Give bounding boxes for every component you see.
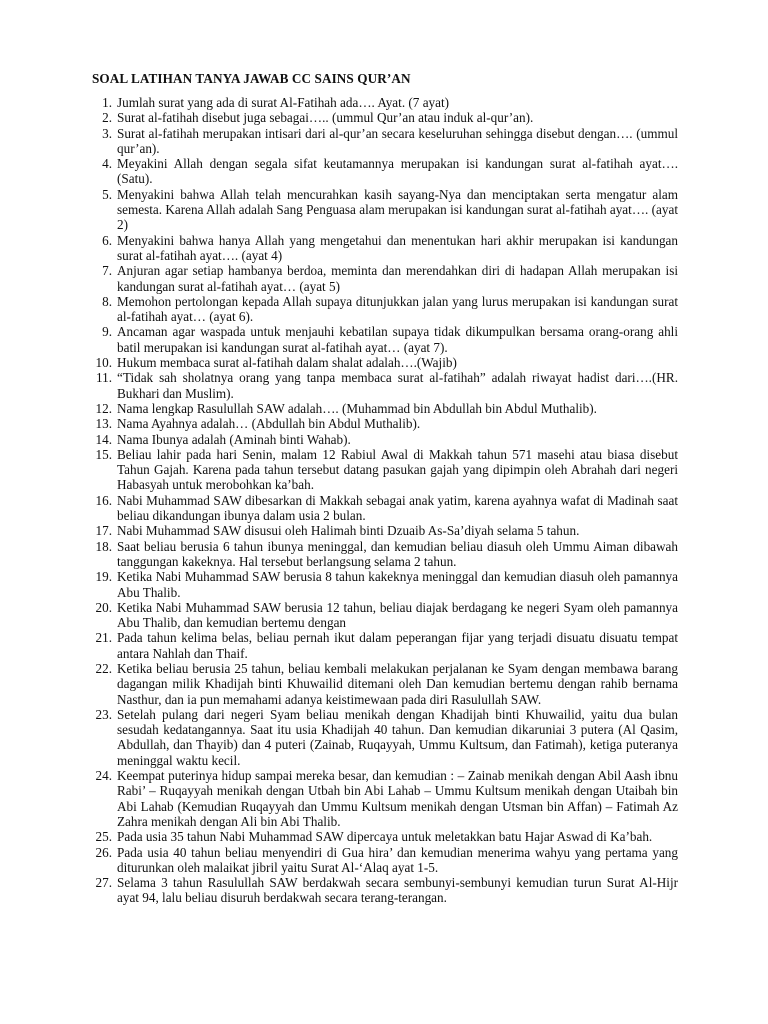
document-title: SOAL LATIHAN TANYA JAWAB CC SAINS QUR’AN (92, 71, 411, 86)
list-item (92, 401, 678, 416)
list-item (92, 432, 678, 447)
list-item (92, 416, 678, 431)
item-number: 13. (95, 416, 112, 432)
list-item (92, 95, 678, 110)
item-number: 21. (95, 630, 112, 646)
list-item (92, 126, 678, 157)
list-item (92, 829, 678, 844)
item-number: 6. (102, 232, 112, 248)
item-text: Keempat puterinya hidup sampai mereka besar, dan kemudian : – Zainab menikah dengan Abil Aash ibnu Rabi’ – Ruqayyah menikah dengan Utbah bin Abi Lahab – Ummu Kultsum menikah dengan Utaibah bin Abi Lahab (Kemudian Ruqayyah dan Ummu Kultsum menikah dengan Utsman bin Affan) – Fatimah Az Zahra menikah dengan Ali bin Abi Thalib. (117, 768, 678, 829)
item-number: 2. (102, 110, 112, 126)
item-text: Saat beliau berusia 6 tahun ibunya meninggal, dan kemudian beliau diasuh oleh Ummu Aiman dibawah tanggungan kakeknya. Hal tersebut berlangsung selama 2 tahun. (117, 538, 678, 569)
list-item (92, 110, 678, 125)
list-item (92, 707, 678, 768)
item-number: 16. (95, 492, 112, 508)
item-number: 20. (95, 599, 112, 615)
item-text: Memohon pertolongan kepada Allah supaya ditunjukkan jalan yang lurus merupakan isi kandungan surat al-fatihah ayat… (ayat 6). (117, 293, 678, 325)
question-list (92, 95, 678, 906)
item-number: 12. (95, 400, 112, 416)
list-item (92, 630, 678, 661)
list-item (92, 875, 678, 906)
item-number: 24. (95, 768, 112, 784)
list-item (92, 324, 678, 355)
list-item (92, 523, 678, 538)
item-text: Nama Ibunya adalah (Aminah binti Wahab). (117, 431, 351, 447)
item-text: Selama 3 tahun Rasulullah SAW berdakwah secara sembunyi-sembunyi kemudian turun Surat Al-Hijr ayat 94, lalu beliau disuruh berdakwah secara terang-terangan. (117, 875, 678, 906)
item-number: 7. (102, 263, 112, 279)
item-number: 11. (96, 370, 112, 386)
item-number: 8. (102, 293, 112, 309)
list-item (92, 600, 678, 631)
item-text: Menyakini bahwa Allah telah mencurahkan kasih sayang-Nya dan menciptakan serta mengatur alam semesta. Karena Allah adalah Sang Penguasa alam merupakan isi kandungan surat al-fatihah ayat…. (ayat 2) (117, 186, 678, 233)
item-number: 22. (95, 660, 112, 676)
list-item (92, 845, 678, 876)
item-text: Pada tahun kelima belas, beliau pernah ikut dalam peperangan fijar yang terjadi disuatu disuatu tempat antara Nahlah dan Thaif. (117, 630, 678, 661)
list-item (92, 156, 678, 187)
list-item (92, 493, 678, 524)
item-text: Setelah pulang dari negeri Syam beliau menikah dengan Khadijah binti Khuwailid, yaitu dua bulan sesudah kedatangannya. Saat itu usia Khadijah 40 tahun. Dan kemudian dikaruniai 3 putera (Al Qasim, Abdullah, dan Thayib) dan 4 puteri (Zainab, Ruqayyah, Ummu Kultsum, dan Fatimah), ketiga puteranya meninggal waktu kecil. (117, 706, 678, 768)
item-text: Nabi Muhammad SAW dibesarkan di Makkah sebagai anak yatim, karena ayahnya wafat di Madinah saat beliau dikandungan ibunya dalam usia 2 bulan. (117, 492, 678, 524)
item-text: Ketika beliau berusia 25 tahun, beliau kembali melakukan perjalanan ke Syam dengan membawa barang dagangan milik Khadijah binti Khuwailid ditemani oleh Dan kemudian bertemu dengan rahib bernama Nasthur, dan ia pun memahami adanya keistimewaan pada diri Rasulullah SAW. (117, 660, 678, 707)
list-item (92, 539, 678, 570)
list-item (92, 569, 678, 600)
item-number: 17. (95, 523, 112, 539)
item-text: Anjuran agar setiap hambanya berdoa, meminta dan merendahkan diri di hadapan Allah merupakan isi kandungan surat al-fatihah ayat… (ayat 5) (117, 263, 678, 294)
item-text: Ketika Nabi Muhammad SAW berusia 8 tahun kakeknya meninggal dan kemudian diasuh oleh pamannya Abu Thalib. (117, 569, 678, 600)
item-text: Meyakini Allah dengan segala sifat keutamannya merupakan isi kandungan surat al-fatihah ayat…. (Satu). (117, 156, 678, 187)
item-number: 10. (95, 355, 112, 371)
item-number: 27. (95, 875, 112, 891)
item-number: 23. (95, 706, 112, 722)
item-text: Surat al-fatihah merupakan intisari dari al-qur’an secara keseluruhan sehingga disebut dengan…. (ummul qur’an). (117, 125, 678, 156)
item-number: 1. (102, 95, 112, 110)
list-item (92, 661, 678, 707)
item-text: Pada usia 35 tahun Nabi Muhammad SAW dipercaya untuk meletakkan batu Hajar Aswad di Ka’bah. (117, 829, 653, 845)
list-item (92, 263, 678, 294)
item-text: Ketika Nabi Muhammad SAW berusia 12 tahun, beliau diajak berdagang ke negeri Syam oleh pamannya Abu Thalib, dan kemudian bertemu dengan (117, 599, 678, 631)
item-number: 14. (95, 431, 112, 447)
item-number: 15. (95, 446, 112, 462)
item-text: Hukum membaca surat al-fatihah dalam shalat adalah….(Wajib) (117, 355, 457, 371)
item-number: 19. (95, 569, 112, 585)
list-item (92, 447, 678, 493)
item-number: 4. (102, 156, 112, 172)
item-text: Menyakini bahwa hanya Allah yang mengetahui dan menentukan hari akhir merupakan isi kandungan surat al-fatihah ayat…. (ayat 4) (117, 232, 678, 263)
item-number: 26. (95, 844, 112, 860)
item-number: 18. (95, 538, 112, 554)
list-item (92, 294, 678, 325)
item-text: Beliau lahir pada hari Senin, malam 12 Rabiul Awal di Makkah tahun 571 masehi atau biasa disebut Tahun Gajah. Karena pada tahun tersebut datang pasukan gajah yang dipimpin oleh Abrahah dari negeri Habasyah untuk merobohkan ka’bah. (117, 446, 678, 493)
item-text: Nabi Muhammad SAW disusui oleh Halimah binti Dzuaib As-Sa’diyah selama 5 tahun. (117, 523, 580, 539)
item-text: Nama lengkap Rasulullah SAW adalah…. (Muhammad bin Abdullah bin Abdul Muthalib). (117, 400, 597, 416)
item-number: 9. (102, 324, 112, 340)
item-number: 5. (102, 186, 112, 202)
item-number: 25. (95, 829, 112, 845)
item-text: Nama Ayahnya adalah… (Abdullah bin Abdul Muthalib). (117, 416, 421, 432)
list-item (92, 187, 678, 233)
item-text: Jumlah surat yang ada di surat Al-Fatihah ada…. Ayat. (7 ayat) (117, 95, 450, 110)
item-text: “Tidak sah sholatnya orang yang tanpa membaca surat al-fatihah” adalah riwayat hadist dari….(HR. Bukhari dan Muslim). (117, 370, 678, 401)
item-text: Surat al-fatihah disebut juga sebagai….. (ummul Qur’an atau induk al-qur’an). (117, 110, 534, 126)
list-item (92, 233, 678, 264)
list-item (92, 355, 678, 370)
item-number: 3. (102, 125, 112, 141)
list-item (92, 370, 678, 401)
list-item (92, 768, 678, 829)
item-text: Pada usia 40 tahun beliau menyendiri di Gua hira’ dan kemudian menerima wahyu yang pertama yang diturunkan oleh malaikat jibril yaitu Surat Al-‘Alaq ayat 1-5. (117, 844, 678, 875)
item-text: Ancaman agar waspada untuk menjauhi kebatilan supaya tidak dikumpulkan bersama orang-orang ahli batil merupakan isi kandungan surat al-fatihah ayat… (ayat 7). (117, 324, 678, 355)
